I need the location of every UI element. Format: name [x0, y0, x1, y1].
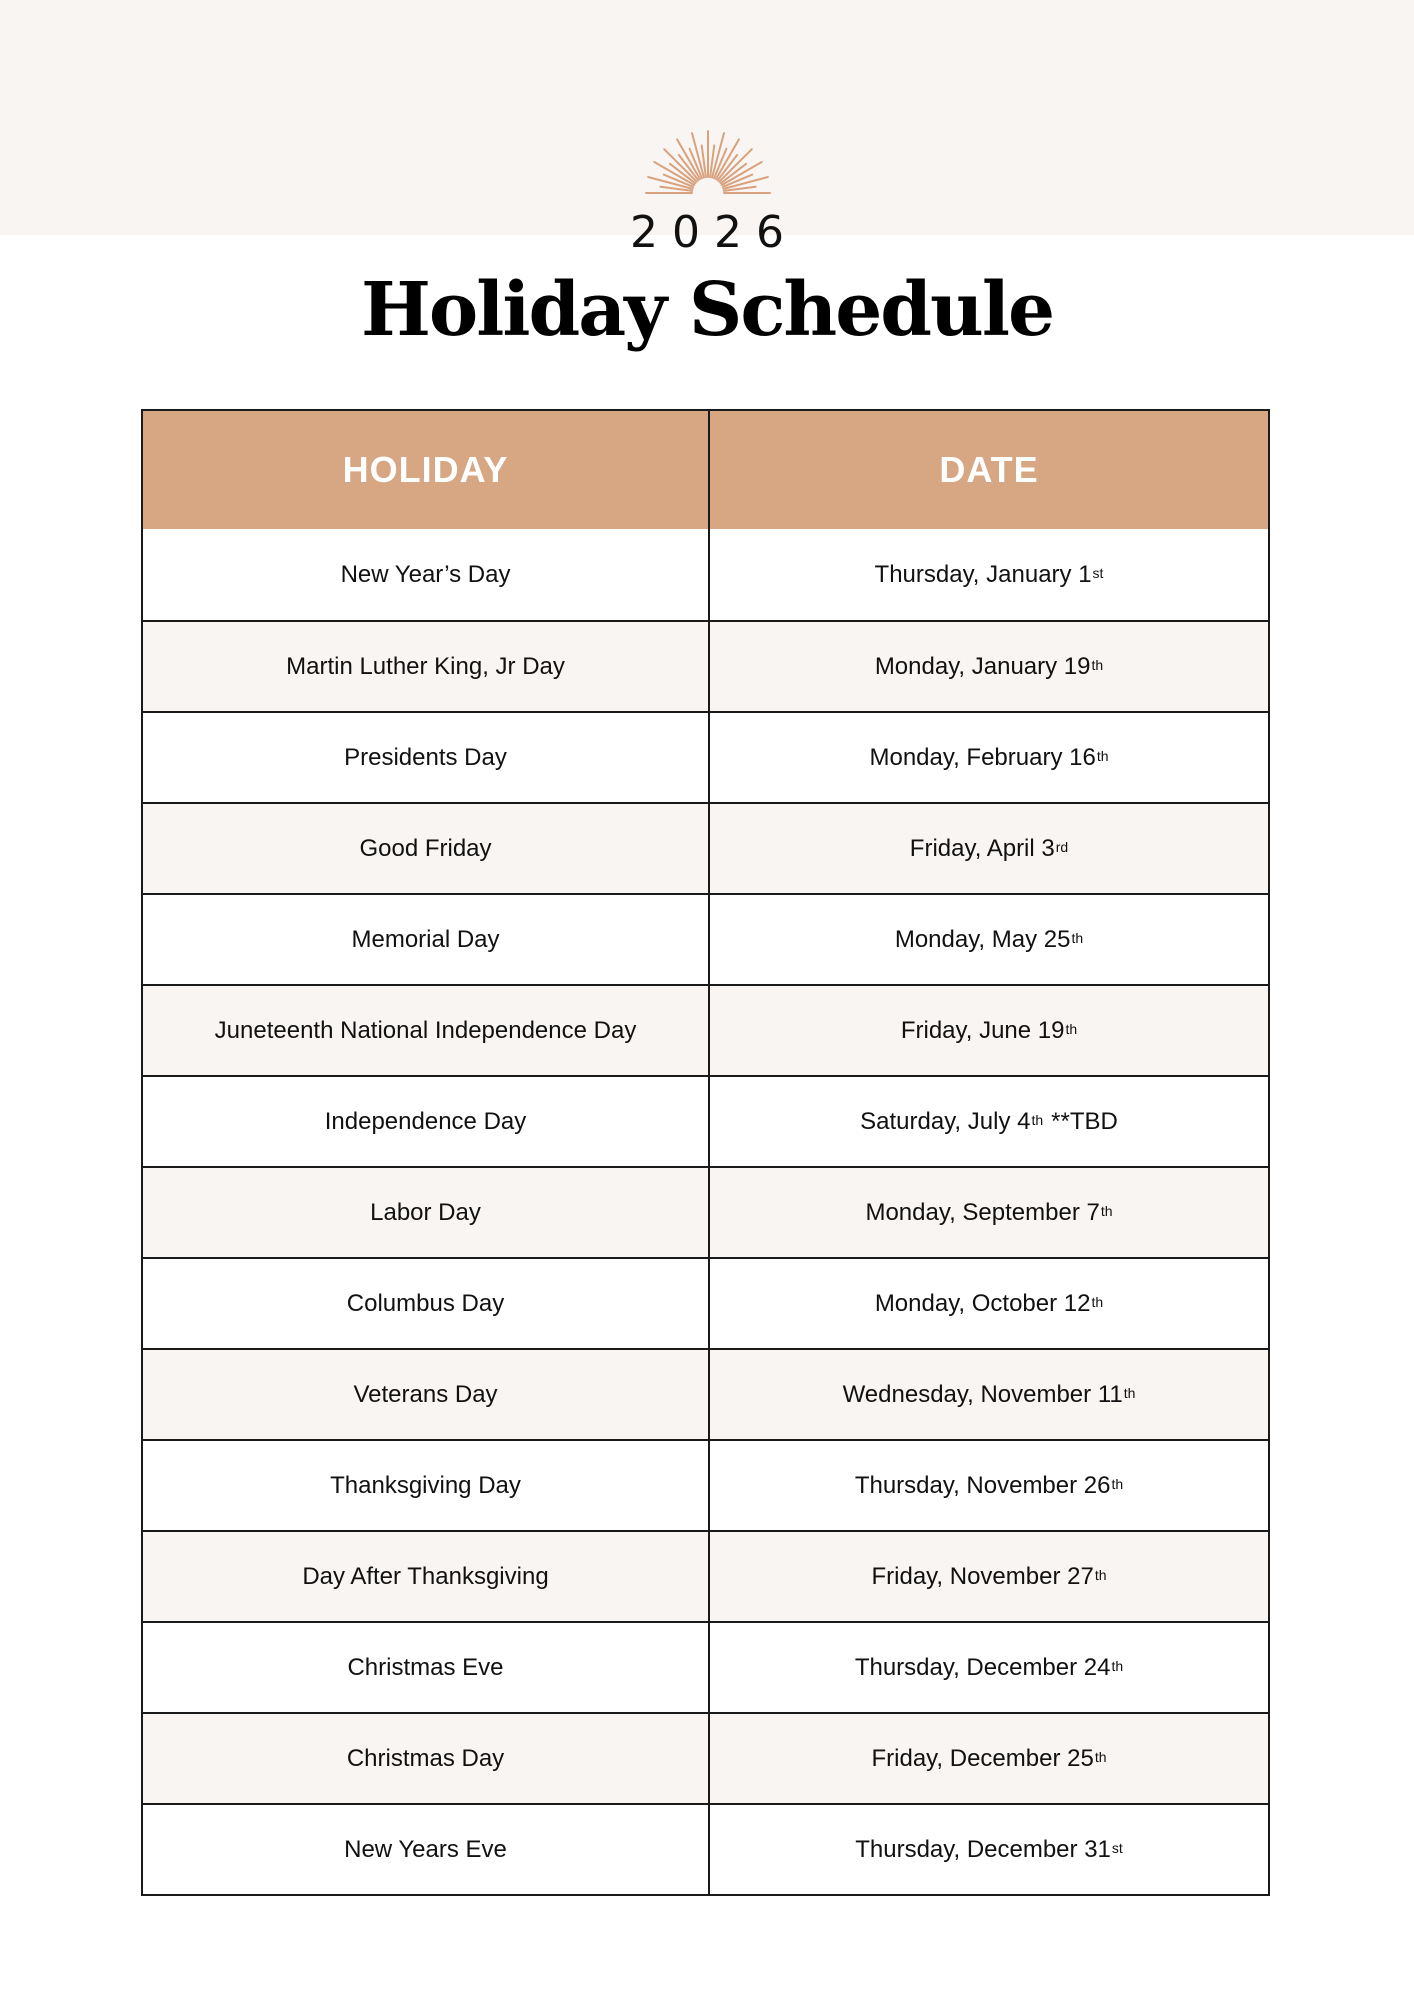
year-label: 2026	[630, 207, 798, 258]
table-row	[143, 1803, 1268, 1894]
holiday-date: Friday, December 25 $^{th}$	[871, 1744, 1107, 1772]
table-row	[143, 620, 1268, 711]
date-text: Wednesday, November 11	[842, 1380, 1123, 1408]
table-row	[143, 1530, 1268, 1621]
table-header-row	[143, 411, 1268, 529]
holiday-name: Veterans Day	[143, 1350, 710, 1439]
date-note: **TBD	[1051, 1107, 1118, 1135]
date-text: Thursday, December 31	[855, 1835, 1111, 1863]
holiday-date: Thursday, December 31 $^{st}$	[855, 1835, 1123, 1863]
date-text: Thursday, January 1	[874, 560, 1092, 588]
table-row	[143, 1712, 1268, 1803]
holiday-name: Christmas Eve	[143, 1623, 710, 1712]
holiday-name: New Years Eve	[143, 1805, 710, 1894]
sunburst-icon	[640, 125, 776, 197]
holiday-date: Monday, October 12 $^{th}$	[874, 1289, 1104, 1317]
date-text: Monday, October 12	[874, 1289, 1091, 1317]
date-text: Thursday, December 24	[854, 1653, 1111, 1681]
date-text: Friday, April 3	[909, 834, 1055, 862]
table-row	[143, 529, 1268, 620]
table-row	[143, 1621, 1268, 1712]
date-text: Thursday, November 26	[854, 1471, 1111, 1499]
holiday-name: New Year’s Day	[143, 529, 710, 620]
holiday-name: Juneteenth National Independence Day	[143, 986, 710, 1075]
holiday-date: Thursday, November 26 $^{th}$	[854, 1471, 1124, 1499]
column-header-holiday: HOLIDAY	[143, 411, 710, 529]
date-text: Friday, June 19	[900, 1016, 1065, 1044]
holiday-name: Memorial Day	[143, 895, 710, 984]
holiday-date: Monday, February 16 $^{th}$	[869, 743, 1109, 771]
holiday-name: Day After Thanksgiving	[143, 1532, 710, 1621]
holiday-date: Monday, September 7 $^{th}$	[865, 1198, 1113, 1226]
holiday-name: Thanksgiving Day	[143, 1441, 710, 1530]
holiday-name: Presidents Day	[143, 713, 710, 802]
table-row	[143, 1348, 1268, 1439]
date-text: Monday, May 25	[894, 925, 1071, 953]
table-row	[143, 1075, 1268, 1166]
holiday-date: Thursday, December 24 $^{th}$	[854, 1653, 1124, 1681]
table-row	[143, 1439, 1268, 1530]
holiday-date: Monday, May 25 $^{th}$	[894, 925, 1084, 953]
table-row	[143, 1257, 1268, 1348]
holiday-date: Friday, April 3 $^{rd}$	[909, 834, 1069, 862]
date-text: Friday, December 25	[871, 1744, 1094, 1772]
holiday-name: Good Friday	[143, 804, 710, 893]
date-text: Monday, February 16	[869, 743, 1096, 771]
table-row	[143, 711, 1268, 802]
holiday-table	[141, 409, 1270, 1896]
date-text: Monday, September 7	[865, 1198, 1100, 1226]
holiday-date: Saturday, July 4 $^{th}$ **TBD	[860, 1107, 1118, 1135]
table-row	[143, 1166, 1268, 1257]
holiday-date: Friday, June 19 $^{th}$	[900, 1016, 1078, 1044]
page-title: Holiday Schedule	[360, 267, 1054, 353]
holiday-date: Wednesday, November 11 $^{th}$	[842, 1380, 1136, 1408]
holiday-name: Columbus Day	[143, 1259, 710, 1348]
holiday-date: Monday, January 19 $^{th}$	[874, 652, 1104, 680]
holiday-name: Martin Luther King, Jr Day	[143, 622, 710, 711]
date-text: Friday, November 27	[871, 1562, 1094, 1590]
holiday-name: Christmas Day	[143, 1714, 710, 1803]
holiday-name: Independence Day	[143, 1077, 710, 1166]
table-row	[143, 802, 1268, 893]
table-row	[143, 984, 1268, 1075]
holiday-date: Thursday, January 1 $^{st}$	[874, 560, 1104, 588]
top-banner	[0, 0, 1414, 235]
column-header-date: DATE	[939, 449, 1039, 490]
holiday-name: Labor Day	[143, 1168, 710, 1257]
table-row	[143, 893, 1268, 984]
date-text: Saturday, July 4	[860, 1107, 1031, 1135]
date-text: Monday, January 19	[874, 652, 1091, 680]
holiday-date: Friday, November 27 $^{th}$	[871, 1562, 1107, 1590]
